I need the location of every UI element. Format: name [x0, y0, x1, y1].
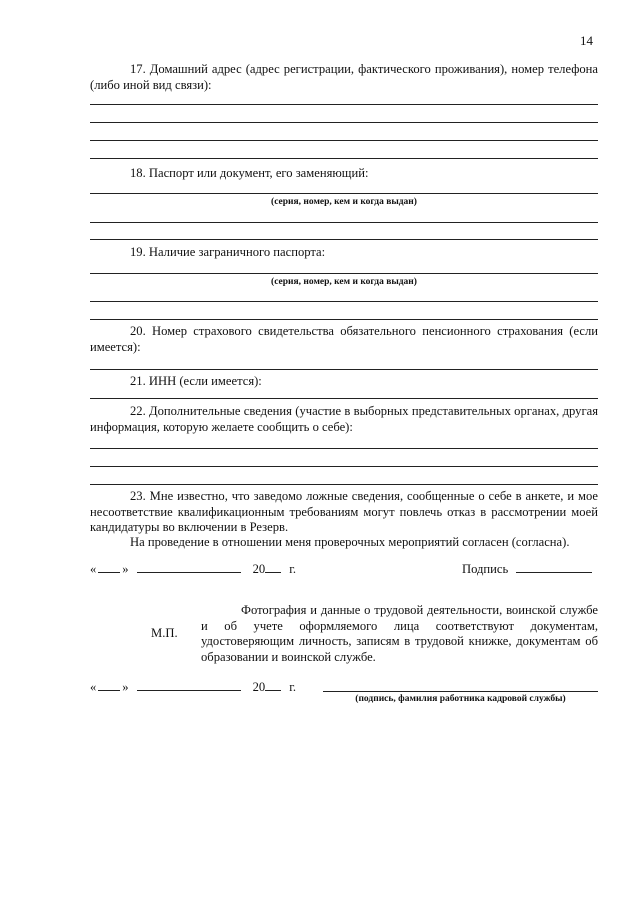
date-year-suffix-2: г.: [289, 680, 297, 694]
q19-label: 19. Наличие заграничного паспорта:: [130, 245, 326, 259]
date-open-quote-2: «: [90, 680, 97, 694]
q19-line-2[interactable]: [90, 301, 598, 302]
q18-line-1[interactable]: [90, 193, 598, 194]
q20-label: 20. Номер страхового свидетельства обязательного пенсионного страхования (если имеется):: [90, 324, 598, 354]
date-month-field-1[interactable]: [137, 560, 241, 573]
stamp-label: М.П.: [151, 626, 178, 640]
q20-line-1[interactable]: [90, 369, 598, 370]
q21-line-1[interactable]: [90, 398, 598, 399]
date-month-field-2[interactable]: [137, 678, 241, 691]
q22-line-2[interactable]: [90, 466, 598, 467]
q18-label: 18. Паспорт или документ, его заменяющий:: [130, 166, 369, 180]
date-year-field-2[interactable]: [265, 678, 281, 691]
q17-line-3[interactable]: [90, 140, 598, 141]
q22-line-3[interactable]: [90, 484, 598, 485]
date-year-prefix-2: 20: [252, 680, 266, 694]
q18-line-2[interactable]: [90, 222, 598, 223]
date-close-quote-2: »: [122, 680, 129, 694]
hr-signature-caption: (подпись, фамилия работника кадровой службы): [355, 694, 566, 704]
signature-field[interactable]: [516, 560, 592, 573]
q22-label: 22. Дополнительные сведения (участие в выборных представительных органах, другая информация, которую желаете сообщить о себе):: [90, 404, 598, 434]
q23-consent: На проведение в отношении меня проверочных мероприятий согласен (согласна).: [130, 535, 570, 549]
q19-caption: (серия, номер, кем и когда выдан): [271, 277, 417, 287]
q17-label: 17. Домашний адрес (адрес регистрации, фактического проживания), номер телефона (либо иной вид связи):: [90, 62, 598, 92]
q21-label: 21. ИНН (если имеется):: [130, 374, 262, 388]
q19-line-1[interactable]: [90, 273, 598, 274]
date-year-prefix: 20: [252, 562, 266, 576]
date-close-quote: »: [122, 562, 129, 576]
date-year-suffix: г.: [289, 562, 297, 576]
signature-label: Подпись: [462, 562, 509, 576]
q17-line-2[interactable]: [90, 122, 598, 123]
q22-line-1[interactable]: [90, 448, 598, 449]
hr-statement: Фотография и данные о трудовой деятельности, воинской службе и об учете оформляемого лица соответствуют документам, удостоверяющим личность, записям в трудовой книжке, документам об образовании и воинской службе.: [201, 603, 598, 664]
q17-line-1[interactable]: [90, 104, 598, 105]
q18-caption: (серия, номер, кем и когда выдан): [271, 197, 417, 207]
date-row-1: [90, 560, 296, 577]
q19-line-3[interactable]: [90, 319, 598, 320]
date-day-field-1[interactable]: [98, 560, 120, 573]
date-row-2: [90, 678, 296, 695]
q23-statement: 23. Мне известно, что заведомо ложные сведения, сообщенные о себе в анкете, и мое несоответствие квалификационным требованиям могут повлечь отказ в рассмотрении моей кандидатуры во включении в Резерв.: [90, 489, 598, 534]
page-number: 14: [580, 33, 593, 48]
q17-line-4[interactable]: [90, 158, 598, 159]
date-day-field-2[interactable]: [98, 678, 120, 691]
date-year-field-1[interactable]: [265, 560, 281, 573]
hr-signature-line[interactable]: [323, 691, 598, 692]
q18-line-3[interactable]: [90, 239, 598, 240]
signature-row: [462, 560, 594, 577]
date-open-quote: «: [90, 562, 97, 576]
